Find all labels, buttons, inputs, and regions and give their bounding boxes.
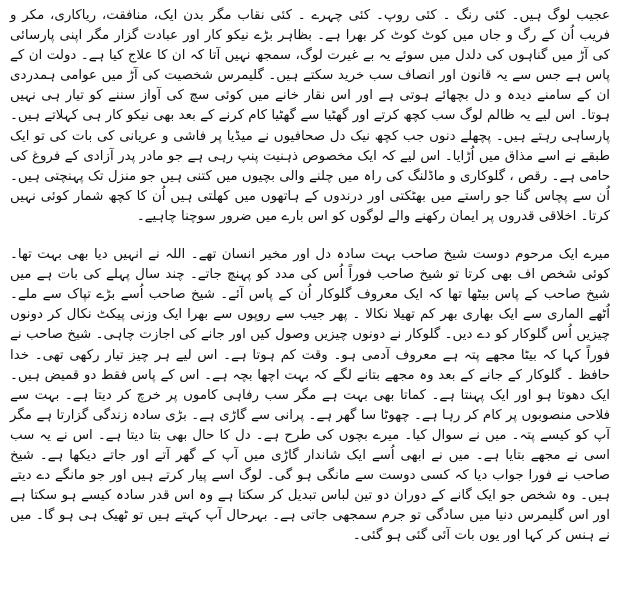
paragraph-2: میرے ایک مرحوم دوست شیخ صاحب بہت سادہ دل اور مخیر انسان تھے۔ اللہ نے انہیں دیا بھی بہت تھا۔ کوئی شخص اف بھی کرتا تو شیخ صاحب فوراً اُس کی مدد کو پہنچ جاتے۔ چند سال پہلے کی بات ہے میں شیخ صاحب کے پاس بیٹھا تھا کہ ایک معروف گلوکار اُن کے پاس آئے۔ شیخ صاحب اُسے بڑے تپاک سے ملے۔ اُٹھے الماری سے ایک بھاری بھر کم تھیلا نکالا ۔ پھر جیب سے روپوں سے بھرا ایک وزنی پیکٹ نکال کر دونوں چیزیں اُس گلوکار کو دے دیں۔ گلوکار نے دونوں چیزیں وصول کیں اور جانے کی اجازت چاہی۔ شیخ صاحب نے فوراً کہا کہ بیٹا مجھے پتہ ہے معروف آدمی ہو۔ وقت کم ہوتا ہے۔ اس لیے ہر چیز تیار رکھی تھی۔ خدا حافظ ۔ گلوکار کے جانے کے بعد وہ مجھے بتانے لگے کہ بہت اچھا بچہ ہے۔ اس کے پاس فقط دو قمیض ہیں۔ ایک دھوتا ہو اور ایک پہنتا ہے۔ کماتا بھی بہت ہے مگر سب رفاہی کاموں پر خرچ کر دیتا ہے۔ بہت سے فلاحی منصوبوں پر کام کر رہا ہے۔ چھوٹا سا گھر ہے۔ پرانی سے گاڑی ہے۔ بڑی سادہ زندگی گزارتا ہے مگر آپ کو کیسے پتہ۔ میں نے سوال کیا۔ میرے بچوں کی طرح ہے۔ دل کا حال بھی بتا دیتا ہے۔ اس نے یہ سب اسی نے مجھے بتایا ہے۔ میں نے ابھی اُسے ایک شاندار گاڑی میں آپ کے گھر آتے اور جاتے دیکھا ہے۔ شیخ صاحب نے فورا جواب دیا کہ کسی دوست سے مانگی ہو گی۔ لوگ اسے پیار کرتے ہیں اور جو مانگے دے دیتے ہیں۔ وہ شخص جو ایک گانے کے دوران دو تین لباس تبدیل کر سکتا ہے وہ اس قدر سادہ کیسے ہو سکتا ہے اور اس گلیمرس دنیا میں سادگی تو جرم سمجھی جاتی ہے۔ بہرحال آپ کہتے ہیں تو ٹھیک ہی ہو گا۔ میں نے ہنس کر کہا اور یوں بات آئی گئی ہو گئی۔	[10, 247, 610, 544]
paragraph-1: عجیب لوگ ہیں۔ کئی رنگ ۔ کئی روپ۔ کئی چہرے ۔ کئی نقاب مگر بدن ایک، منافقت، ریاکاری، مکر و فریب اُن کے رگ و جاں میں کوٹ کوٹ کر بھرا ہے۔ بظاہر بڑے نیکو کار اور عبادت گزار مگر اپنی پارسائی کی آڑ میں گناہوں کی دلدل میں سوئے یہ بے غیرت لوگ، سمجھ نہیں آتا کہ ان کا علاج کیا ہے۔ دولت ان کے پاس ہے جس سے یہ قانون اور انصاف سب خرید سکتے ہیں۔ گلیمرس شخصیت کی آڑ میں عوامی ہمدردی ان کے سامنے دیدہ و دل بچھائے ہوتی ہے اور اس نقار خانے میں کوئی سچ کی آواز سننے کو تیار ہی نہیں ہوتا۔ اس لیے یہ ظالم لوگ سب کچھ کرتے اور گھٹیا سے گھٹیا کام کرنے کے بعد بھی نیکو کار ہی کہلاتے ہیں۔ پارساہی رہتے ہیں۔ پچھلے دنوں جب کچھ نیک دل صحافیوں نے میڈیا پر فاشی و عریانی کی بات کی تو ایک طبقے نے اسے مذاق میں اُڑایا۔ اس لیے کہ ایک مخصوص ذہنیت پنپ رہی ہے جو مادر پدر آزادی کے فروغ کی حامی ہے۔ رقص ، گلوکاری و ماڈلنگ کی راہ میں چلنے والی بچیوں میں کتنی ہیں جو منزل تک پہنچتی ہیں۔ اُن سے پچاس گنا جو راستے میں بھٹکتی اور درندوں کے ہاتھوں میں کھلتی ہیں اُن کا کچھ شمار کوئی نہیں کرتا۔ اخلاقی قدروں پر ایمان رکھنے والے لوگوں کو اس بارے میں ضرور سوچنا چاہیے۔	[10, 8, 610, 224]
